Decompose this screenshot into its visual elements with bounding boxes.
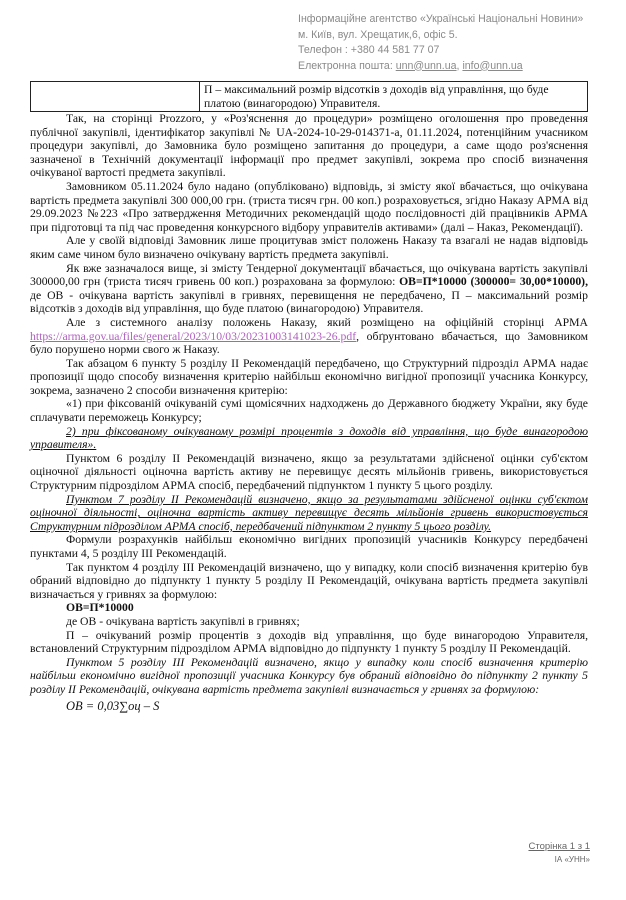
arma-order-link[interactable]: https://arma.gov.ua/files/general/2023/10/03/20231003141023-26.pdf bbox=[30, 329, 357, 343]
email-link-info[interactable]: info@unn.ua bbox=[462, 59, 523, 72]
table-row bbox=[31, 82, 588, 112]
agency-header bbox=[298, 12, 618, 74]
paragraph-section2-point5: Так абзацом 6 пункту 5 розділу ІІ Рекомендацій передбачено, що Структурний підрозділ АРМА надає пропозиції щодо способу визначення критерію найбільш економічно вигідної пропозиції учасника Конкурсу, зокрема, зазначено 2 способи визначення критерію: bbox=[30, 356, 588, 397]
page-number: Сторінка 1 з 1 bbox=[528, 841, 590, 852]
paragraph-point7: Пунктом 7 розділу ІІ Рекомендацій визначено, якщо за результатами здійсненої оцінки суб'єктом оціночної діяльності, оціночна вартість активу перевищує десять мільйонів гривень використовується Структурним підрозділом АРМА спосіб, передбачений підпунктом 2 пункту 5 цього розділу. bbox=[30, 492, 588, 533]
paragraph-section3-point4: Так пунктом 4 розділу ІІІ Рекомендацій визначено, що у випадку, коли спосіб визначення критерію був обраний відповідно до підпункту 1 пункту 5 розділу ІІ Рекомендацій, очікувана вартість предмета закупівлі визначається у гривнях за формулою: bbox=[30, 560, 588, 601]
paragraph-formula-calculation bbox=[30, 262, 588, 316]
paragraph-ov-definition: де ОВ - очікувана вартість закупівлі в гривнях; bbox=[66, 614, 300, 628]
agency-email-line bbox=[298, 59, 618, 75]
formula-value: ОВ=П*10000 (300000= 30,00*10000), bbox=[399, 275, 588, 289]
paragraph-customer-answer: Замовником 05.11.2024 було надано (опубліковано) відповідь, зі змісту якої вбачається, що очікувана вартість предмета закупівлі 300 000,00 грн. (триста тисяч грн. 00 коп.) розраховується, згідно Наказу АРМА від 29.09.2023 №223 «Про затвердження Методичних рекомендацій щодо послідовності дій працівників АРМА при підготовці та під час проведення конкурсного відбору управителів активами» (далі – Наказ, Рекомендації). bbox=[30, 179, 588, 234]
paragraph-section3-point5: Пунктом 5 розділу ІІІ Рекомендацій визначено, якщо у випадку коли спосіб визначення критерію найбільш економічно вигідної пропозиції учасника Конкурсу був обраний відповідно до підпункту 2 пункту 5 розділу ІІ Рекомендацій, очікувана вартість предмета закупівлі визначається у гривнях за формулою: bbox=[30, 655, 588, 696]
email-link-unn[interactable]: unn@unn.ua bbox=[395, 59, 457, 72]
agency-name: Інформаційне агентство «Українські Національні Новини» bbox=[298, 13, 584, 25]
agency-address: м. Київ, вул. Хрещатик,6, офіс 5. bbox=[298, 28, 458, 41]
formula-ov-1: ОВ=П*10000 bbox=[66, 601, 134, 615]
email-label: Електронна пошта: bbox=[298, 59, 396, 72]
paragraph-prozorro: Так, на сторінці Prozzoro, у «Роз'яснення до процедури» розміщено оголошення про проведення публічної закупівлі, ідентифікатор закупівлі № UA-2024-10-29-014371-a, 01.11.2024, потенційним учасником процедури закупівлі, до Замовника було розміщено запитання до процедури, а саме щодо роз'яснення зазначеної в Технічній документації інформації про предмет закупівлі, зокрема про спосіб визначення очікуваної вартості предмета закупівлі. bbox=[30, 112, 588, 180]
paragraph-system-analysis bbox=[30, 316, 588, 357]
table-cell-definition: П – максимальний розмір відсотків з доходів від управління, що буде платою (винагородою) Управителя. bbox=[200, 82, 588, 112]
formula-explanation: де ОВ - очікувана вартість закупівлі в гривнях, перевищення не передбачено, П – максимальний розмір відсотків з доходів від управління, що буде платою (винагородою) Управителя. bbox=[30, 288, 588, 316]
email-separator: , bbox=[456, 59, 463, 72]
formula-intro: Як вже зазначалося вище, зі змісту Тендерної документації вбачається, що очікувана вартість закупівлі 300000,00 грн (триста тисяч гривень 00 коп.) розрахована за формулою: bbox=[30, 261, 588, 289]
page-footer bbox=[500, 840, 590, 866]
paragraph-method-1: «1) при фіксованій очікуваній сумі щомісячних надходжень до Державного бюджету України, яку буде сплачувати переможець Конкурсу; bbox=[30, 397, 588, 425]
document-body bbox=[30, 112, 588, 713]
paragraph-formulas: Формули розрахунків найбільш економічно вигідних пропозицій учасників Конкурсу передбачені пунктами 4, 5 розділу ІІІ Рекомендацій. bbox=[30, 533, 588, 560]
paragraph-p-definition: П – очікуваний розмір процентів з доходів від управління, що буде винагородою Управителя, встановлений Структурним підрозділом АРМА відповідно до підпункту 1 пункту 5 розділу ІІ Рекомендацій. bbox=[30, 628, 588, 656]
analysis-intro: Але з системного аналізу положень Наказу, який розміщено на офіційній сторінці АРМА bbox=[66, 315, 588, 329]
formula-ov-2: ОВ = 0,03∑оц – S bbox=[66, 698, 160, 713]
paragraph-point6: Пунктом 6 розділу ІІ Рекомендацій визначено, якщо за результатами здійсненої оцінки суб'єктом оціночної діяльності оціночна вартість активу не перевищує десять мільйонів гривень, використовується Структурним підрозділом АРМА спосіб, передбачений підпунктом 1 пункту 5 цього розділу. bbox=[30, 451, 588, 493]
paragraph-method-2: 2) при фіксованому очікуваному розмірі процентів з доходів від управління, що буде винагородою управителя». bbox=[30, 424, 588, 452]
paragraph-quoted-order: Але у своїй відповіді Замовник лише процитував зміст положень Наказу та взагалі не надав відповідь яким саме чином було визначено очікувану вартість предмета закупівлі. bbox=[30, 234, 588, 261]
table-cell-empty bbox=[31, 82, 200, 112]
analysis-conclusion: , обґрунтовано вбачається, що Замовником було порушено норми свого ж Наказу. bbox=[30, 329, 588, 357]
definition-table bbox=[30, 81, 588, 112]
footer-source: ІА «УНН» bbox=[554, 855, 590, 864]
agency-phone: Телефон : +380 44 581 77 07 bbox=[298, 44, 440, 56]
